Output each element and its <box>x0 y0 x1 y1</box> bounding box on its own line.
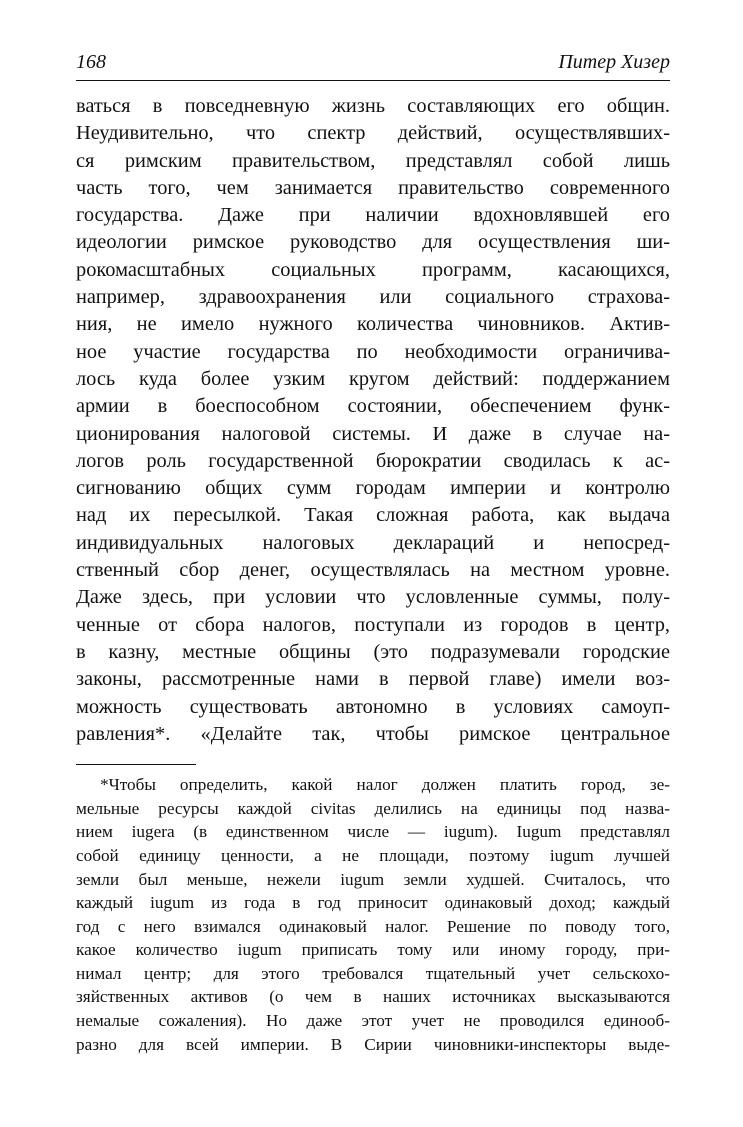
text-line: идеологии римское руководство для осуществления ши- <box>76 231 670 254</box>
header-rule <box>76 80 670 81</box>
text-line: в казну, местные общины (это подразумевали городские <box>76 640 670 663</box>
text-line: сигнованию общих сумм городам империи и контролю <box>76 477 670 500</box>
text-line: например, здравоохранения или социального страхова- <box>76 286 670 309</box>
book-page <box>76 46 670 1056</box>
running-header <box>76 46 670 74</box>
footnote-separator <box>76 764 196 765</box>
text-line: ваться в повседневную жизнь составляющих его общин. <box>76 95 670 117</box>
footnote-line: собой единицу ценности, а не площади, поэтому iugum лучшей <box>76 845 670 865</box>
footnote-line: нимал центр; для этого требовался тщательный учет сельскохо- <box>76 963 670 983</box>
footnote-line: немалые сожаления). Но даже этот учет не проводился единооб- <box>76 1011 670 1031</box>
text-line: над их пересылкой. Такая сложная работа, как выдача <box>76 504 670 527</box>
text-line: Даже здесь, при условии что условленные суммы, полу- <box>76 586 670 609</box>
footnote-line: нием iugera (в единственном числе — iugum). Iugum представлял <box>76 822 670 842</box>
footnote-line: *Чтобы определить, какой налог должен платить город, зе- <box>100 775 670 795</box>
text-line: ченные от сбора налогов, поступали из городов в центр, <box>76 613 670 636</box>
text-line: лось куда более узким кругом действий: поддержанием <box>76 367 670 390</box>
text-line: армии в боеспособном состоянии, обеспечением функ- <box>76 395 670 418</box>
running-title: Питер Хизер <box>558 51 670 73</box>
text-line: ное участие государства по необходимости ограничива- <box>76 340 670 363</box>
text-line: рокомасштабных социальных программ, касающихся, <box>76 258 670 281</box>
footnote-line: какое количество iugum приписать тому или иному городу, при- <box>76 940 670 960</box>
text-line: логов роль государственной бюрократии сводилась к ас- <box>76 449 670 472</box>
text-line: государства. Даже при наличии вдохновлявшей его <box>76 204 670 227</box>
footnote <box>76 773 670 1056</box>
text-line: ся римским правительством, представлял собой лишь <box>76 149 670 172</box>
text-line: Неудивительно, что спектр действий, осуществлявших- <box>76 122 670 145</box>
text-line: ственный сбор денег, осуществлялась на местном уровне. <box>76 559 670 582</box>
text-line: законы, рассмотренные нами в первой главе) имели воз- <box>76 668 670 691</box>
footnote-line: каждый iugum из года в год приносит одинаковый доход; каждый <box>76 893 670 913</box>
text-line: можность существовать автономно в условиях самоуп- <box>76 695 670 718</box>
footnote-line: земли был меньше, нежели iugum земли худшей. Считалось, что <box>76 869 670 889</box>
text-line: равления*. «Делайте так, чтобы римское центральное <box>76 722 670 745</box>
footnote-line: зяйственных активов (о чем в наших источниках высказываются <box>76 987 670 1007</box>
main-text <box>76 93 670 748</box>
footnote-line: год с него взимался одинаковый налог. Решение по поводу того, <box>76 916 670 936</box>
text-line: ния, не имело нужного количества чиновников. Актив- <box>76 313 670 336</box>
text-line: часть того, чем занимается правительство современного <box>76 176 670 199</box>
page-number: 168 <box>76 51 106 73</box>
footnote-line: разно для всей империи. В Сирии чиновники-инспекторы выде- <box>76 1034 670 1054</box>
text-line: ционирования налоговой системы. И даже в случае на- <box>76 422 670 445</box>
footnote-line: мельные ресурсы каждой civitas делились на единицы под назва- <box>76 798 670 818</box>
text-line: индивидуальных налоговых деклараций и непосред- <box>76 531 670 554</box>
